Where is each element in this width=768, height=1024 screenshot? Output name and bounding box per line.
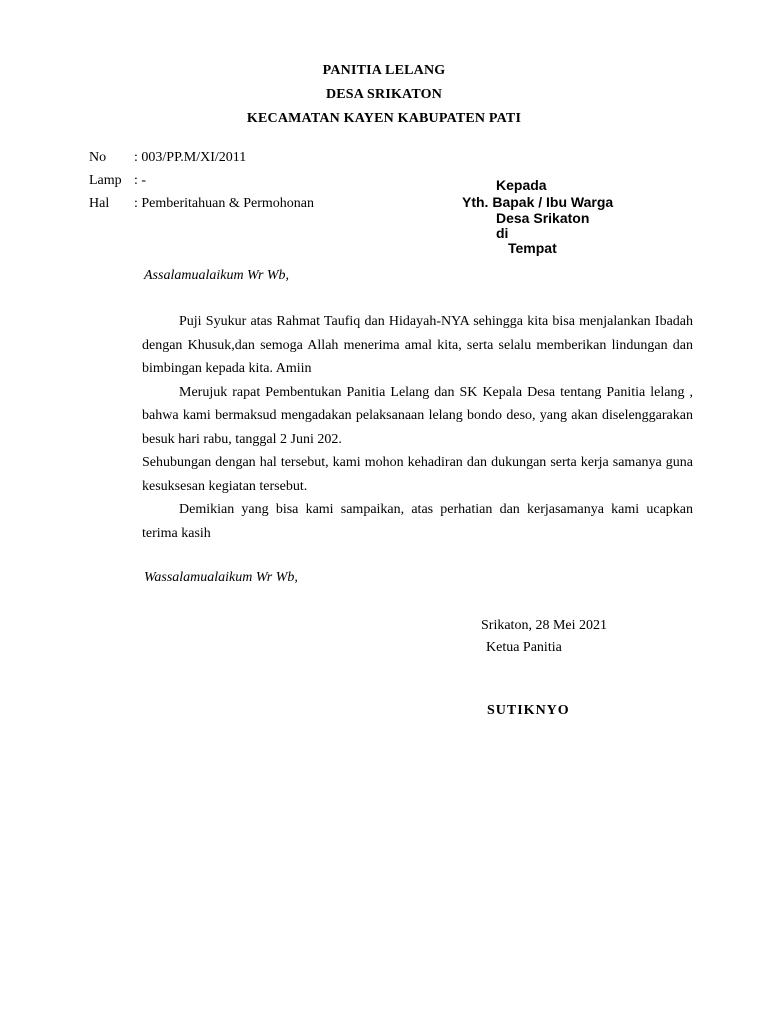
subject-value: : Pemberitahuan & Permohonan [134, 196, 315, 211]
body-paragraph-request: Sehubungan dengan hal tersebut, kami mohon kehadiran dan dukungan serta kerja samanya guna kesuksesan kegiatan tersebut. [142, 455, 693, 494]
signature-place-date: Srikaton, 28 Mei 2021 [481, 618, 607, 633]
recipient-village: Desa Srikaton [496, 210, 590, 226]
subject-label: Hal [89, 196, 110, 211]
body-paragraph-opening: Puji Syukur atas Rahmat Taufiq dan Hidayah-NYA sehingga kita bisa menjalankan Ibadah dengan Khusuk,dan semoga Allah menerima amal kita, serta selalu memberikan lindungan dan bimbingan kepada kita. Amiin [142, 314, 693, 376]
body-paragraph-closing: Demikian yang bisa kami sampaikan, atas perhatian dan kerjasamanya kami ucapkan terima kasih [142, 502, 693, 541]
signature-role: Ketua Panitia [486, 640, 562, 655]
signature-name: SUTIKNYO [487, 703, 570, 718]
letter-body [142, 310, 693, 545]
recipient-place: Tempat [508, 240, 557, 256]
letter-heading-village: DESA SRIKATON [325, 87, 443, 102]
recipient-name: Yth. Bapak / Ibu Warga [462, 194, 614, 210]
attachment-value: : - [134, 173, 147, 188]
closing-salutation: Wassalamualaikum Wr Wb, [144, 570, 298, 585]
letter-heading-committee: PANITIA LELANG [322, 63, 446, 78]
attachment-label: Lamp [89, 173, 122, 188]
recipient-at: di [496, 225, 509, 241]
letter-number-value: : 003/PP.M/XI/2011 [134, 150, 247, 165]
letter-number-label: No [89, 150, 107, 165]
greeting: Assalamualaikum Wr Wb, [144, 268, 290, 283]
body-paragraph-reference: Merujuk rapat Pembentukan Panitia Lelang dan SK Kepala Desa tentang Panitia lelang , bahwa kami bermaksud mengadakan pelaksanaan lelang bondo deso, yang akan diselenggarakan besuk hari rabu, tanggal 2 Juni 202. [142, 384, 693, 447]
recipient-to: Kepada [496, 177, 547, 193]
letter-heading-district: KECAMATAN KAYEN KABUPATEN PATI [246, 111, 522, 126]
